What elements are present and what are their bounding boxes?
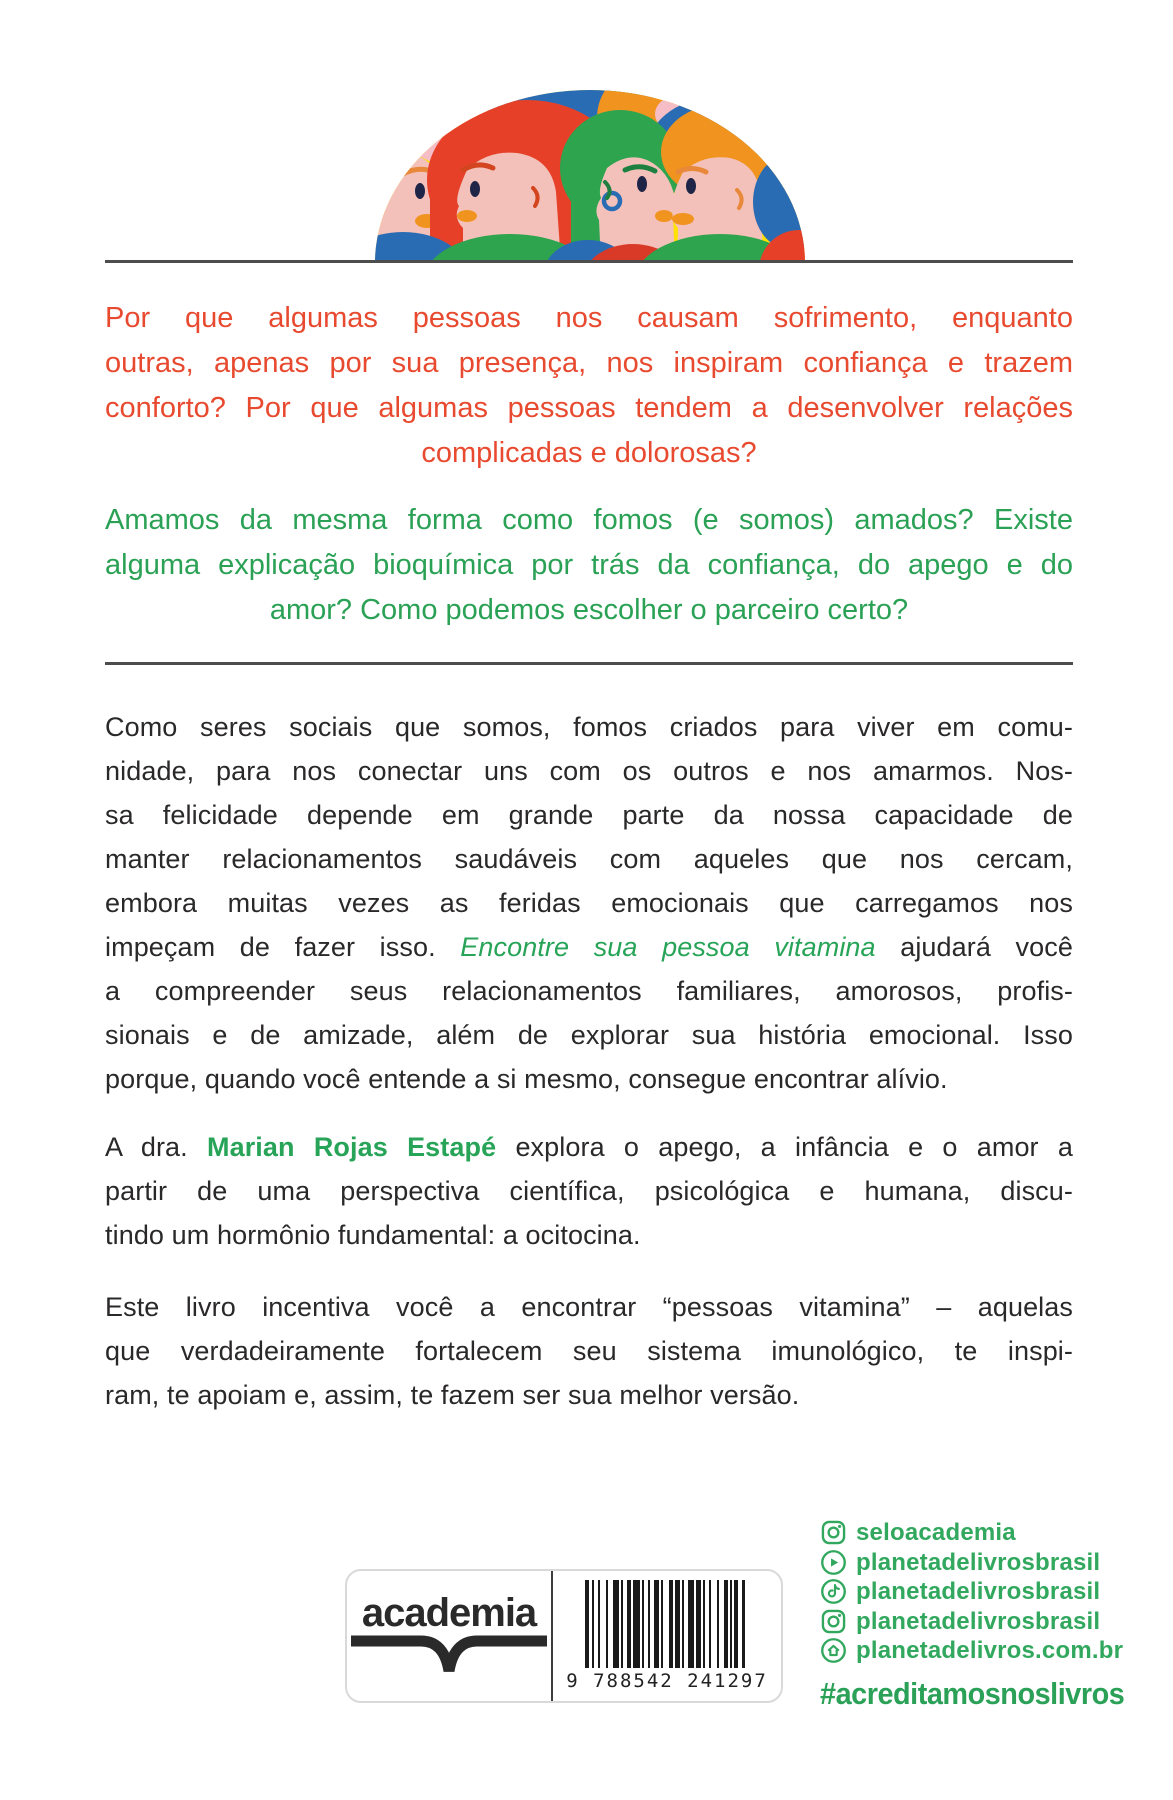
text-line: [105, 386, 1073, 431]
social-handle: [820, 1636, 1123, 1666]
text-segment: que verdadeiramente fortalecem seu sistema imunológico, te inspi-: [105, 1336, 1073, 1366]
youtube-icon: [820, 1549, 847, 1576]
text-line: [105, 925, 1073, 969]
text-line: [105, 1169, 1073, 1213]
text-segment: conforto? Por que algumas pessoas tendem a desenvolver relações: [105, 392, 1073, 424]
publisher-barcode-box: [345, 1569, 783, 1703]
publisher-hashtag: #acreditamosnoslivros: [820, 1676, 1125, 1711]
text-segment: ajudará você: [875, 932, 1073, 962]
synopsis: [105, 705, 1073, 1417]
social-handle: [820, 1518, 1123, 1548]
highlighted-text: Marian Rojas Estapé: [206, 1132, 497, 1162]
text-segment: a compreender seus relacionamentos familiares, amorosos, profis-: [105, 976, 1073, 1006]
text-segment: Este livro incentiva você a encontrar “pessoas vitamina” – aquelas: [105, 1292, 1073, 1322]
open-book-icon: [351, 1635, 547, 1679]
text-segment: outras, apenas por sua presença, nos inspiram confiança e trazem: [105, 347, 1073, 379]
text-segment: porque, quando você entende a si mesmo, consegue encontrar alívio.: [105, 1064, 948, 1094]
text-line: [105, 1057, 1073, 1101]
text-line: [105, 1329, 1073, 1373]
publisher-logo: [347, 1571, 551, 1701]
text-segment: impeçam de fazer isso.: [105, 932, 461, 962]
text-segment: Por que algumas pessoas nos causam sofrimento, enquanto: [105, 302, 1073, 334]
text-line: [105, 793, 1073, 837]
text-line: [105, 498, 1073, 543]
social-handle-label: planetadelivrosbrasil: [856, 1607, 1101, 1635]
instagram-icon: [820, 1519, 847, 1546]
text-line: [105, 1125, 1073, 1169]
text-segment: sionais e de amizade, além de explorar sua história emocional. Isso: [105, 1020, 1073, 1050]
social-handle-label: planetadelivrosbrasil: [856, 1578, 1101, 1606]
home-icon: [820, 1637, 847, 1664]
text-segment: embora muitas vezes as feridas emocionais que carregamos nos: [105, 888, 1073, 918]
text-segment: alguma explicação bioquímica por trás da confiança, do apego e do: [105, 549, 1073, 581]
synopsis-paragraph: [105, 705, 1073, 1101]
barcode-bars: [585, 1580, 748, 1668]
isbn-number: 9 788542 241297: [566, 1670, 768, 1692]
synopsis-paragraph: [105, 1125, 1073, 1257]
text-segment: sa felicidade depende em grande parte da nossa capacidade de: [105, 800, 1073, 830]
text-line: [105, 1213, 1073, 1257]
social-handle-label: seloacademia: [856, 1519, 1016, 1547]
text-line: [105, 969, 1073, 1013]
text-segment: tindo um hormônio fundamental: a ocitocina.: [105, 1220, 641, 1250]
tiktok-icon: [820, 1578, 847, 1605]
text-segment: partir de uma perspectiva científica, psicológica e humana, discu-: [105, 1176, 1073, 1206]
social-links: [820, 1518, 1123, 1666]
social-handle-label: planetadelivrosbrasil: [856, 1548, 1101, 1576]
highlighted-text: Encontre sua pessoa vitamina: [460, 932, 876, 962]
faces-illustration: [375, 90, 805, 263]
text-line: [105, 749, 1073, 793]
text-segment: complicadas e dolorosas?: [421, 437, 757, 469]
top-divider: [105, 260, 1073, 263]
text-segment: ram, te apoiam e, assim, te fazem ser sua melhor versão.: [105, 1380, 800, 1410]
instagram-icon: [820, 1608, 847, 1635]
social-handle: [820, 1577, 1123, 1607]
synopsis-paragraph: [105, 1285, 1073, 1417]
text-line: [105, 296, 1073, 341]
publisher-wordmark: academia: [361, 1591, 537, 1635]
text-line: [105, 1373, 1073, 1417]
text-line: [105, 431, 1073, 476]
back-cover-text: [105, 296, 1073, 1417]
social-handle: [820, 1548, 1123, 1578]
text-segment: Amamos da mesma forma como fomos (e somos) amados? Existe: [105, 504, 1073, 536]
text-segment: A dra.: [105, 1132, 207, 1162]
text-segment: amor? Como podemos escolher o parceiro certo?: [269, 594, 909, 626]
mid-divider: [105, 662, 1073, 665]
text-line: [105, 881, 1073, 925]
text-segment: Como seres sociais que somos, fomos criados para viver em comu-: [105, 712, 1073, 742]
text-segment: nidade, para nos conectar uns com os outros e nos amarmos. Nos-: [105, 756, 1073, 786]
barcode: [553, 1571, 781, 1701]
social-handle: [820, 1607, 1123, 1637]
intro-question-green: [105, 498, 1073, 633]
text-line: [105, 705, 1073, 749]
text-segment: explora o apego, a infância e o amor a: [496, 1132, 1073, 1162]
text-line: [105, 543, 1073, 588]
intro-question-red: [105, 296, 1073, 476]
text-line: [105, 1013, 1073, 1057]
text-line: [105, 1285, 1073, 1329]
text-segment: manter relacionamentos saudáveis com aqueles que nos cercam,: [105, 844, 1073, 874]
social-handle-label: planetadelivros.com.br: [856, 1637, 1124, 1665]
text-line: [105, 588, 1073, 633]
text-line: [105, 341, 1073, 386]
text-line: [105, 837, 1073, 881]
